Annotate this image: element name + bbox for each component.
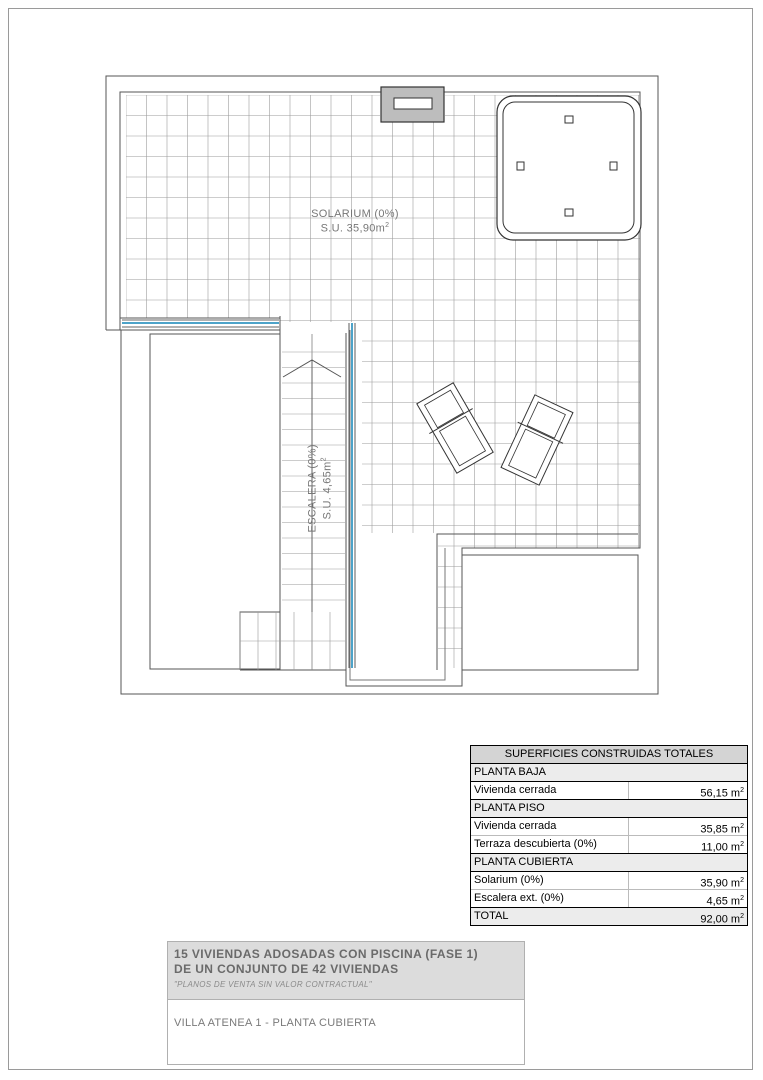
total-row: TOTAL 92,00 $m^2$ [471, 908, 747, 925]
sun-lounger-right [497, 393, 576, 487]
sun-lounger-left [413, 381, 496, 475]
table-row: Vivienda cerrada 35,85 $m^2$ [471, 818, 747, 836]
solarium-name: SOLARIUM (0%) [311, 208, 399, 220]
area-table [470, 745, 748, 926]
solarium-label [300, 208, 410, 235]
title-block [167, 941, 525, 1065]
section-planta-baja: PLANTA BAJA [471, 764, 747, 782]
area-table-header: SUPERFICIES CONSTRUIDAS TOTALES [471, 746, 747, 764]
sheet-subtitle: VILLA ATENEA 1 - PLANTA CUBIERTA [174, 1017, 376, 1029]
project-title-line2: DE UN CONJUNTO DE 42 VIVIENDAS [174, 962, 399, 976]
escalera-area: S.U. $4,65m^2$ [320, 457, 334, 520]
table-row: Terraza descubierta (0%) 11,00 $m^2$ [471, 836, 747, 854]
table-row: Escalera ext. (0%) 4,65 $m^2$ [471, 890, 747, 908]
project-title-line1: 15 VIVIENDAS ADOSADAS CON PISCINA (FASE 1) [174, 947, 478, 961]
title-block-header [168, 942, 524, 1000]
solarium-area: S.U. $35,90m^2$ [320, 222, 390, 235]
jacuzzi [497, 96, 641, 240]
section-planta-piso: PLANTA PISO [471, 800, 747, 818]
escalera-label [307, 438, 334, 538]
table-row: Vivienda cerrada 56,15 $m^2$ [471, 782, 747, 800]
table-row: Solarium (0%) 35,90 $m^2$ [471, 872, 747, 890]
lower-right-block [462, 555, 638, 670]
disclaimer-note: "PLANOS DE VENTA SIN VALOR CONTRACTUAL" [174, 980, 372, 989]
section-planta-cubierta: PLANTA CUBIERTA [471, 854, 747, 872]
escalera-name: ESCALERA (0%) [306, 444, 319, 533]
stair-void [150, 334, 280, 669]
